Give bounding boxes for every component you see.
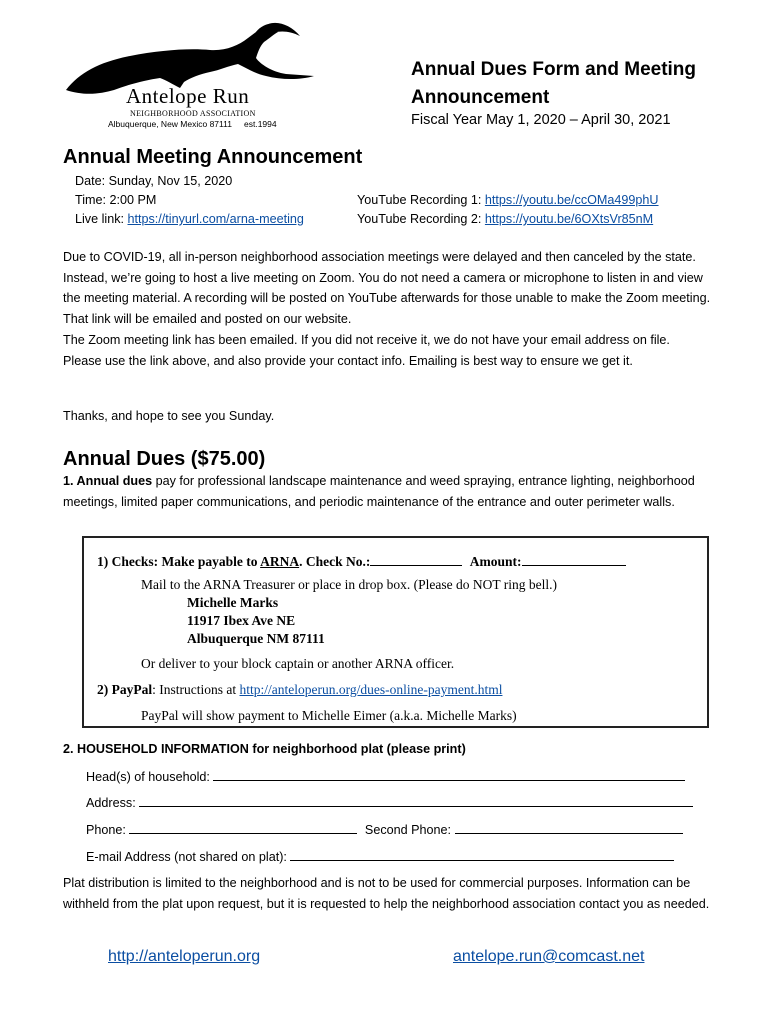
phone-row xyxy=(86,819,683,841)
check-no-label: . Check No.: xyxy=(299,554,371,569)
paypal-note: PayPal will show payment to Michelle Eimer (a.k.a. Michelle Marks) xyxy=(141,708,517,723)
email-field[interactable] xyxy=(290,846,674,861)
address-row xyxy=(86,792,693,814)
logo-subtitle: NEIGHBORHOOD ASSOCIATION xyxy=(130,109,256,118)
dues-intro-bold: 1. Annual dues xyxy=(63,474,153,488)
paypal-line xyxy=(97,682,502,698)
head-row xyxy=(86,766,685,788)
meeting-para-3: Thanks, and hope to see you Sunday. xyxy=(63,409,275,423)
meeting-heading: Annual Meeting Announcement xyxy=(63,146,363,168)
email-row xyxy=(86,846,674,868)
address-label: Address: xyxy=(86,796,136,810)
paypal-label: 2) PayPal xyxy=(97,682,153,697)
yt1-label: YouTube Recording 1: xyxy=(357,193,485,207)
head-label: Head(s) of household: xyxy=(86,770,210,784)
logo-est: est.1994 xyxy=(244,119,277,129)
household-heading: 2. HOUSEHOLD INFORMATION for neighborhood plat (please print) xyxy=(63,742,466,756)
address-street: 11917 Ibex Ave NE xyxy=(187,613,296,628)
amount-field[interactable] xyxy=(522,551,626,566)
youtube-1 xyxy=(357,190,659,211)
meeting-para-2: The Zoom meeting link has been emailed. If you did not receive it, we do not have your email address on file. Please use the link above, and also provide your contact info. Emailing is best way to ensure we get it. xyxy=(63,333,670,368)
mail-line: Mail to the ARNA Treasurer or place in drop box. (Please do NOT ring bell.) xyxy=(141,577,557,592)
yt2-link[interactable]: https://youtu.be/6OXtsVr85nM xyxy=(484,212,654,226)
meeting-time: Time: 2:00 PM xyxy=(75,193,157,207)
head-field[interactable] xyxy=(213,766,685,781)
footer-email-link[interactable]: antelope.run@comcast.net xyxy=(453,948,645,965)
check-no-field[interactable] xyxy=(370,551,462,566)
checks-line xyxy=(97,551,626,570)
address-name: Michelle Marks xyxy=(187,595,279,610)
youtube-2 xyxy=(357,209,653,230)
logo xyxy=(60,22,320,132)
paypal-text: : Instructions at xyxy=(152,682,240,697)
dues-intro xyxy=(63,471,711,512)
address-field[interactable] xyxy=(139,792,693,807)
household-note: Plat distribution is limited to the neighborhood and is not to be used for commercial purposes. Information can be withheld from the plat upon request, but it is requested to help the neighborhood association contact you as needed. xyxy=(63,876,710,911)
meeting-date: Date: Sunday, Nov 15, 2020 xyxy=(75,174,233,188)
email-label: E-mail Address (not shared on plat): xyxy=(86,850,287,864)
logo-location: Albuquerque, New Mexico 87111 xyxy=(108,119,232,129)
dues-intro-text: pay for professional landscape maintenance and weed spraying, entrance lighting, neighborhood meetings, limited paper communications, and periodic maintenance of the entrance and outer perimeter walls. xyxy=(63,474,695,509)
yt1-link[interactable]: https://youtu.be/ccOMa499phU xyxy=(484,193,659,207)
page-title xyxy=(411,56,731,112)
address-city: Albuquerque NM 87111 xyxy=(187,631,325,646)
amount-label: Amount: xyxy=(469,554,522,569)
second-phone-field[interactable] xyxy=(455,819,683,834)
meeting-para-1: Due to COVID-19, all in-person neighborhood association meetings were delayed and then canceled by the state. Instead, we’re going to host a live meeting on Zoom. You do not need a camera or microphone to listen in and view the meeting material. A recording will be posted on YouTube afterwards for those unable to make the Zoom meeting. That link will be emailed and posted on our website. xyxy=(63,250,711,326)
title-line-1: Annual Dues Form and Meeting xyxy=(411,59,697,80)
phone-field[interactable] xyxy=(129,819,357,834)
title-line-2: Announcement xyxy=(411,87,550,108)
footer-website-link[interactable]: http://anteloperun.org xyxy=(108,948,261,965)
meeting-live xyxy=(75,209,304,230)
live-label: Live link: xyxy=(75,212,128,226)
yt2-label: YouTube Recording 2: xyxy=(357,212,485,226)
checks-payee: ARNA xyxy=(260,554,300,569)
paypal-link[interactable]: http://anteloperun.org/dues-online-payment.html xyxy=(239,682,503,697)
fiscal-year: Fiscal Year May 1, 2020 – April 30, 2021 xyxy=(411,112,671,128)
phone-label: Phone: xyxy=(86,823,126,837)
checks-label: 1) Checks: Make payable to xyxy=(97,554,261,569)
deliver-line: Or deliver to your block captain or another ARNA officer. xyxy=(141,656,455,671)
dues-heading: Annual Dues ($75.00) xyxy=(63,448,266,470)
second-phone-label: Second Phone: xyxy=(364,823,452,837)
live-link[interactable]: https://tinyurl.com/arna-meeting xyxy=(127,212,304,226)
logo-name: Antelope Run xyxy=(126,84,250,108)
